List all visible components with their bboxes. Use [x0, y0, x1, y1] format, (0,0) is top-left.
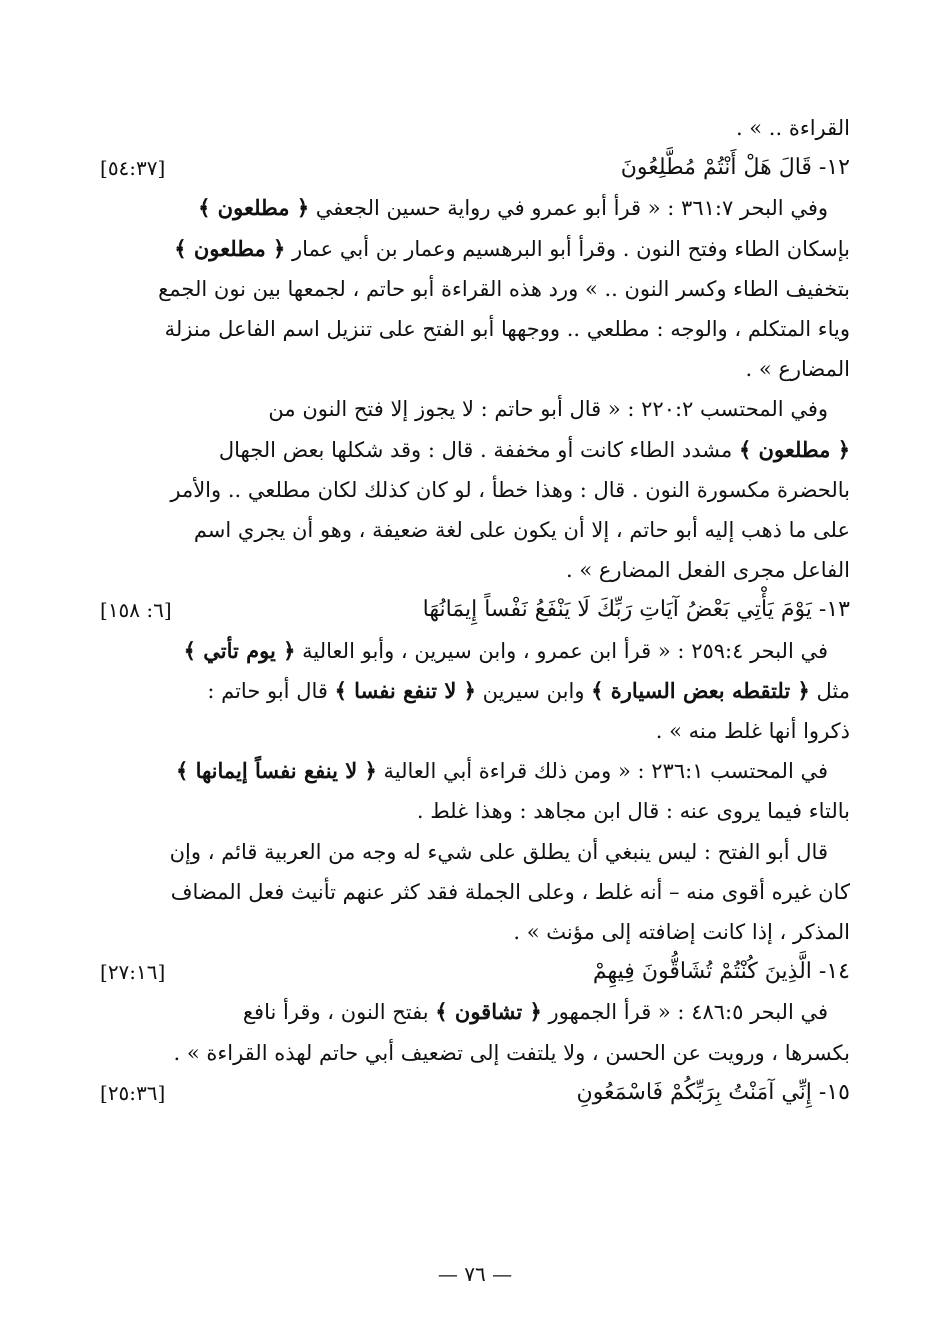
- text-line: وياء المتكلم ، والوجه : مطلعي .. ووجهها أبو الفتح على تنزيل اسم الفاعل منزلة: [164, 317, 850, 342]
- verse-text: ١٥- إِنِّي آمَنْتُ بِرَبِّكُمْ فَاسْمَعُونِ: [576, 1079, 850, 1105]
- text-line: بكسرها ، ورويت عن الحسن ، ولا يلتفت إلى تضعيف أبي حاتم لهذه القراءة » .: [173, 1040, 850, 1065]
- text-line: كان غيره أقوى منه – أنه غلط ، وعلى الجملة فقد كثر عنهم تأنيث فعل المضاف: [170, 879, 850, 904]
- verse-text: ١٤- الَّذِينَ كُنْتُمْ تُشَاقُّونَ فِيهِمْ: [592, 959, 850, 985]
- verse-reference: [٥٤:٣٧]: [100, 156, 166, 181]
- text-line: المضارع » .: [745, 357, 850, 382]
- text-line: ذكروا أنها غلط منه » .: [655, 719, 850, 744]
- text-line: في البحر ٢٥٩:٤ : « قرأ ابن عمرو ، وابن سيرين ، وأبو العالية ﴿ يوم تأتي ﴾: [183, 637, 828, 663]
- quoted-reading: ﴿ يوم تأتي ﴾: [183, 637, 296, 663]
- verse-12: [100, 148, 850, 188]
- verse-reference: [٦: ١٥٨]: [100, 598, 172, 623]
- verse-15: [100, 1073, 850, 1113]
- text-line: القراءة .. » .: [735, 116, 850, 140]
- text-line: المذكر ، إذا كانت إضافته إلى مؤنث » .: [513, 920, 850, 945]
- text-line: بالحضرة مكسورة النون . قال : وهذا خطأ ، لو كان كذلك لكان مطلعي .. والأمر: [170, 477, 850, 502]
- text-line: في المحتسب ٢٣٦:١ : « ومن ذلك قراءة أبي العالية ﴿ لا ينفع نفساً إيمانها ﴾: [175, 758, 828, 784]
- quoted-reading: ﴿ مطلعون ﴾: [198, 195, 310, 221]
- verse-text: ١٢- قَالَ هَلْ أَنْتُمْ مُطَّلِعُونَ: [620, 155, 850, 181]
- verse-13: [100, 590, 850, 630]
- quoted-reading: ﴿ لا تنفع نفسا ﴾: [334, 677, 476, 703]
- text-line: ﴿ مطلعون ﴾ مشدد الطاء كانت أو مخففة . قال : وقد شكلها بعض الجهال: [218, 436, 850, 462]
- verse-14: [100, 952, 850, 992]
- main-text: [100, 108, 850, 1113]
- text-line: قال أبو الفتح : ليس ينبغي أن يطلق على شيء له وجه من العربية قائم ، وإن: [169, 839, 828, 864]
- text-line: وفي البحر ٣٦١:٧ : « قرأ أبو عمرو في رواية حسين الجعفي ﴿ مطلعون ﴾: [198, 195, 828, 221]
- verse-reference: [٢٧:١٦]: [100, 960, 166, 985]
- page-number: — ٧٦ —: [437, 1262, 513, 1286]
- verse-text: ١٣- يَوْمَ يَأْتِي بَعْضُ آيَاتِ رَبِّكَ لَا يَنْفَعُ نَفْساً إِيمَانُهَا: [422, 597, 850, 623]
- text-line: في البحر ٤٨٦:٥ : « قرأ الجمهور ﴿ تشاقون ﴾ بفتح النون ، وقرأ نافع: [242, 999, 828, 1025]
- text-line: على ما ذهب إليه أبو حاتم ، إلا أن يكون على لغة ضعيفة ، وهو أن يجري اسم: [193, 518, 850, 543]
- quoted-reading: ﴿ مطلعون ﴾: [174, 235, 286, 261]
- quoted-reading: ﴿ تلتقطه بعض السيارة ﴾: [591, 677, 810, 703]
- quoted-reading: ﴿ تشاقون ﴾: [435, 999, 542, 1025]
- verse-reference: [٢٥:٣٦]: [100, 1080, 166, 1105]
- text-line: بإسكان الطاء وفتح النون . وقرأ أبو البرهسيم وعمار بن أبي عمار ﴿ مطلعون ﴾: [174, 235, 850, 261]
- quoted-reading: ﴿ لا ينفع نفساً إيمانها ﴾: [175, 758, 377, 784]
- quoted-reading: ﴿ مطلعون ﴾: [738, 436, 850, 462]
- text-line: الفاعل مجرى الفعل المضارع » .: [566, 558, 850, 583]
- text-line: بالتاء فيما يروى عنه : قال ابن مجاهد : وهذا غلط .: [416, 799, 850, 824]
- text-line: بتخفيف الطاء وكسر النون .. » ورد هذه القراءة أبو حاتم ، لجمعها بين نون الجمع: [158, 276, 850, 301]
- text-line: مثل ﴿ تلتقطه بعض السيارة ﴾ وابن سيرين ﴿ لا تنفع نفسا ﴾ قال أبو حاتم :: [207, 677, 850, 703]
- text-line: وفي المحتسب ٢٢٠:٢ : « قال أبو حاتم : لا يجوز إلا فتح النون من: [268, 397, 828, 422]
